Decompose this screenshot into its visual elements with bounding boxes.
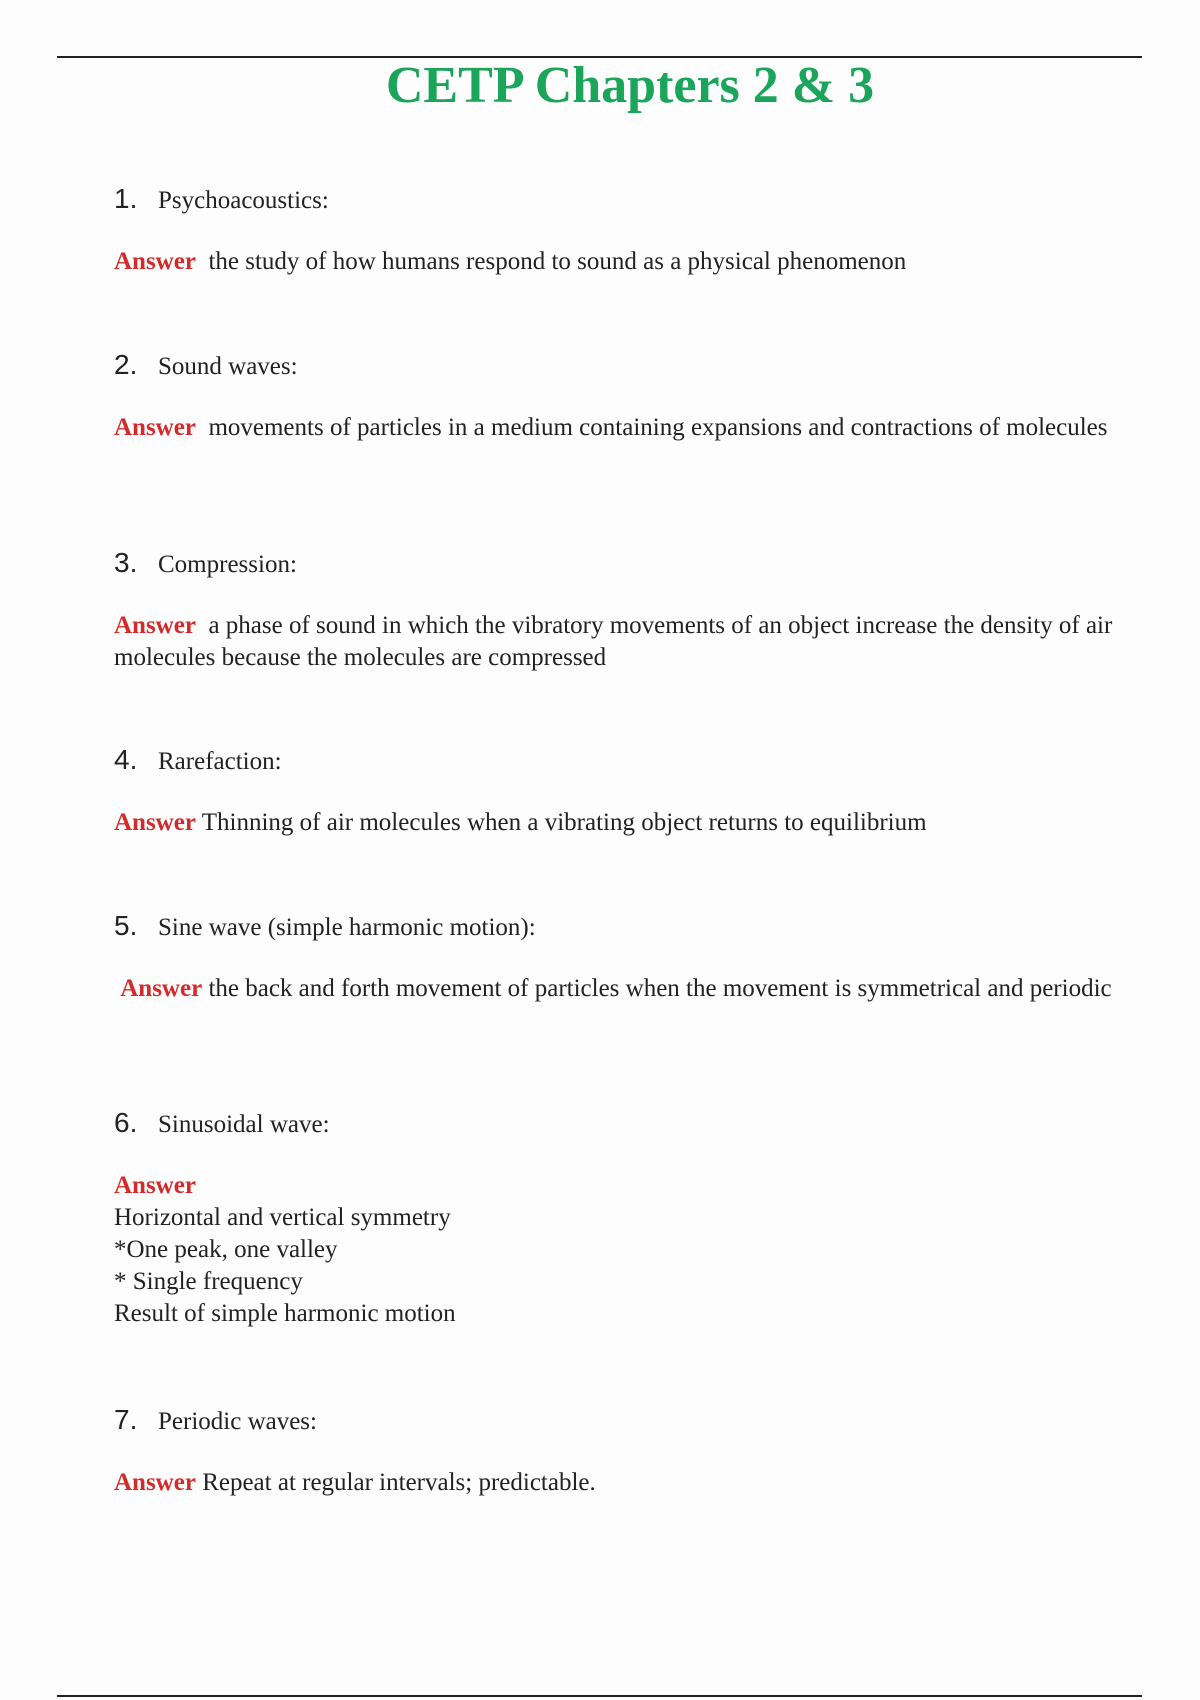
question-number: 3. — [114, 547, 138, 578]
qa-item-1 — [114, 184, 1134, 278]
answer-text: a phase of sound in which the vibratory movements of an object increase the density of air molecules because the molecules are compressed — [114, 612, 1113, 671]
answer-line: * Single frequency — [114, 1268, 303, 1295]
question — [114, 745, 1134, 777]
answer-text: Repeat at regular intervals; predictable. — [202, 1469, 596, 1496]
question-text: Sinusoidal wave: — [158, 1111, 330, 1138]
question-text: Compression: — [158, 551, 297, 578]
question-number: 6. — [114, 1107, 138, 1138]
question-text: Sound waves: — [158, 353, 298, 380]
page-title: CETP Chapters 2 & 3 — [385, 57, 875, 114]
answer-text: the study of how humans respond to sound as a physical phenomenon — [208, 248, 907, 275]
question-number: 5. — [114, 910, 138, 941]
question — [114, 184, 1134, 216]
question — [114, 911, 1134, 943]
qa-item-4 — [114, 745, 1134, 839]
answer-text: Thinning of air molecules when a vibrating object returns to equilibrium — [201, 809, 927, 836]
answer-label: Answer — [114, 1172, 196, 1199]
question-number: 2. — [114, 349, 138, 380]
answer — [114, 610, 1134, 674]
answer-label: Answer — [114, 248, 196, 275]
answer — [114, 1467, 1134, 1499]
question — [114, 548, 1134, 580]
answer-line: Result of simple harmonic motion — [114, 1300, 456, 1327]
answer-label: Answer — [114, 612, 196, 639]
bottom-rule — [57, 1695, 1142, 1697]
question-text: Rarefaction: — [158, 748, 282, 775]
answer-line: Horizontal and vertical symmetry — [114, 1204, 451, 1231]
question-text: Psychoacoustics: — [158, 187, 329, 214]
answer — [114, 1170, 1134, 1330]
question — [114, 350, 1134, 382]
answer — [114, 973, 1134, 1005]
question-text: Sine wave (simple harmonic motion): — [158, 914, 536, 941]
question-number: 4. — [114, 744, 138, 775]
question — [114, 1405, 1134, 1437]
qa-item-6 — [114, 1108, 1134, 1330]
question-text: Periodic waves: — [158, 1408, 317, 1435]
answer-label: Answer — [114, 809, 196, 836]
answer — [114, 246, 1134, 278]
question — [114, 1108, 1134, 1140]
answer-line: *One peak, one valley — [114, 1236, 338, 1263]
qa-item-2 — [114, 350, 1134, 444]
answer-text: the back and forth movement of particles when the movement is symmetrical and periodic — [208, 975, 1112, 1002]
answer — [114, 412, 1134, 444]
question-number: 1. — [114, 183, 138, 214]
qa-item-7 — [114, 1405, 1134, 1499]
answer-text: movements of particles in a medium containing expansions and contractions of molecules — [208, 414, 1108, 441]
answer-label: Answer — [114, 1469, 196, 1496]
qa-item-5 — [114, 911, 1134, 1005]
answer-label: Answer — [114, 414, 196, 441]
question-number: 7. — [114, 1404, 138, 1435]
qa-item-3 — [114, 548, 1134, 674]
answer — [114, 807, 1134, 839]
answer-label: Answer — [120, 975, 203, 1002]
